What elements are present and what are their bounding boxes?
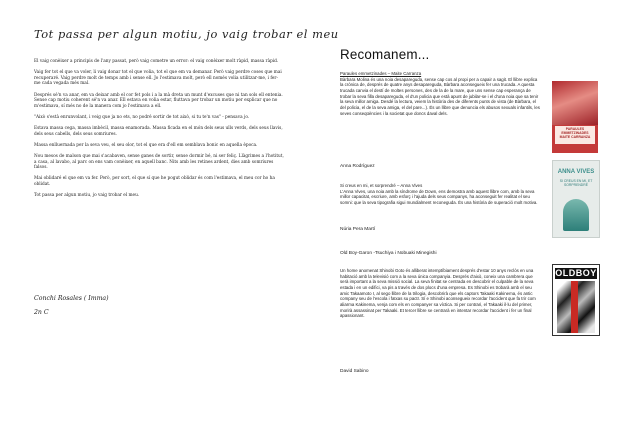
author-signature: Conchi Rosales ( Imma): [34, 295, 109, 302]
book-review-3: [340, 268, 540, 319]
poem-body: [34, 59, 284, 204]
book-cover-si-creus-en-mi: [552, 160, 600, 238]
reviewer-name: Anna Rodríguez: [340, 164, 375, 169]
book-cover-paraules-emmetzinades: [552, 81, 598, 153]
poem-title: Tot passa per algun motiu, jo vaig trobar el meu: [34, 27, 339, 41]
cover-author: MAITE CARRANZA: [559, 135, 591, 139]
book-heading: Si creus en mi, et sorprendré – Anna Vives: [340, 183, 423, 188]
poem-paragraph: El vaig conèixer a principis de l'any passat, però vaig cometre un error: el vaig conèixer molt ràpid, massa ràpid.: [34, 59, 279, 64]
cover-title: PARAULES EMMETZINADES: [561, 127, 589, 135]
book-review-text: L'Anna Vives, una noia amb la síndrome de Down, ens demostra amb aquest llibre com, amb la seva millor capacitat, escriure, amb esforç i l'ajuda dels seus companys, ha aconseguit fer realitat el seu somni: que la seva tipografia sigui mundialment reconeguda. És una història de superació molt motiva.: [340, 188, 538, 205]
poem-paragraph: Mai oblidaré el que em va fer. Però, per sort, el que sí que he pogut oblidar és com l'estimava, el meu cor ho ha oblidat.: [34, 176, 275, 188]
poem-paragraph: Vaig fer tot el que va voler, li vaig donar tot el que volia, tot el que em va demanar. Però vaig perdre coses que mai recuperaré. Vaig perdre molt de temps amb i sense ell. Jo l'estimava molt, però ell només volia utilitzar-me, i fer-me cada vegada més mal.: [34, 70, 282, 87]
section-title: Recomanem...: [340, 47, 430, 62]
poem-paragraph: "Això s'està enrunvolant, i veig que ja no ets, no podré sortir de tot això, si tu te'n vas" - pensava jo.: [34, 114, 250, 120]
poem-paragraph: Estava massa cega, massa imbècil, massa enamorada. Massa ficada en el món dels seus ulls verds, dels seus llavis, dels seus cabells, dels seus somriures.: [34, 126, 283, 137]
cover-title: SI CREUS EN MI, ET SORPRENDRÉ: [559, 179, 593, 187]
poem-paragraph: Nou mesos de malson que mai s'acabaven, sense ganes de sortir, sense dormir bé, ni ser feliç. Llàgrimes a l'hotitut, a casa, al lavabo, al parc on ens vam conèixer, en aquell banc. Nits amb les retines ardent, dies amb somriures falsos.: [34, 154, 284, 171]
cover-photo: [552, 81, 598, 125]
book-heading: Old Boy-Garon -Tsuchiya i Nobuaki Minegishi: [340, 251, 437, 256]
author-class: 2n C: [34, 309, 49, 316]
cover-text: [556, 127, 594, 139]
cover-logo-text: OLDBOY: [555, 268, 597, 278]
book-cover-old-boy: [552, 264, 600, 336]
right-page: [314, 0, 628, 424]
book-heading: Paraules emmetzinades – Maite Carranza: [340, 71, 422, 76]
book-review-text: Bàrbara Molina és una noia desapareguda, sense cap cos al propi per a capair a sagit. El llibre explica la crònica de, després de quatre anys desapareguda, Bàrbara aconsegueix fer una trucada. A questa trucada canvia el destí de moltes persones, des de la de la mare, que uns sense cap esperança de trobar la seva filla desapareguda, el d'un policia que està apunt de jubilar-se i el d'una noia que sa tenir la seva millor amiga. Desdé la lectura, veiem la història des de diferents punts de vista (de Bàrbara, el del policia, el de la seva amiga, el del pare...). És un llibre que denuncia els abusos sexuals infantils, les seves conseqüències i la societat que doncs daval dels.: [340, 76, 540, 116]
poem-paragraph: Massa enlluernada per la seva veu, el seu olor, tot el que era d'ell em semblava bonic en aquella època.: [34, 142, 258, 148]
cover-red-stripe: [571, 281, 578, 333]
reviewer-name: David Sabino: [340, 369, 369, 374]
book-review-2: [340, 183, 540, 206]
book-review-1: [340, 71, 540, 116]
poem-paragraph: Tot passa per algun motiu, jo vaig trobar el meu.: [34, 193, 140, 199]
cover-illustration: [563, 199, 589, 231]
cover-author: ANNA VIVES: [557, 169, 595, 175]
book-review-text: Un home anomenat Shinobi Goto és alliberat intemptíbiament després d'estar 10 anys reclòs en una habitació amb la televisió com a la seva única companyia. Després d'això, coneix una cambrera que serà important a la seva missió social. La seva finitat se centrada en descobrir el culpable de la seva estada i en un edifici, va pis a través de dos plocs d'una empresa. Es Shinobi es trobarà amb el seu amic Takaamoto I, al sego llibre de la trilogia, descobrirà que els captors Takaaki Kakinema, és antic company seu de l'escola i fatxas su pactr. Sí e Shinobi aconsegueix recordar l'accident que fa trir com aliarma Kakinema, venja com els en companyer sa víctica. Si per contrari, el Takaaki il·lu del primer, morirà assassinat per Takaaki. Et tercer llibre se centrarà en intentar recordar l'accident i fer un final apassionant.: [340, 268, 536, 319]
reviewer-name: Núria Pera Martí: [340, 227, 376, 232]
poem-paragraph: Després sé'n va anar, em va deixar amb el cor fet pols i a la mà dreta un munt d'excuses que ni tan sols ell entenia. Sense cap motiu coherent sé'n va anar. Ell estava en volia estar, fluttava per trobar un motiu per explicar que no m'estimava, sí més no de la manera com jo l'estimava a ell.: [34, 92, 283, 109]
